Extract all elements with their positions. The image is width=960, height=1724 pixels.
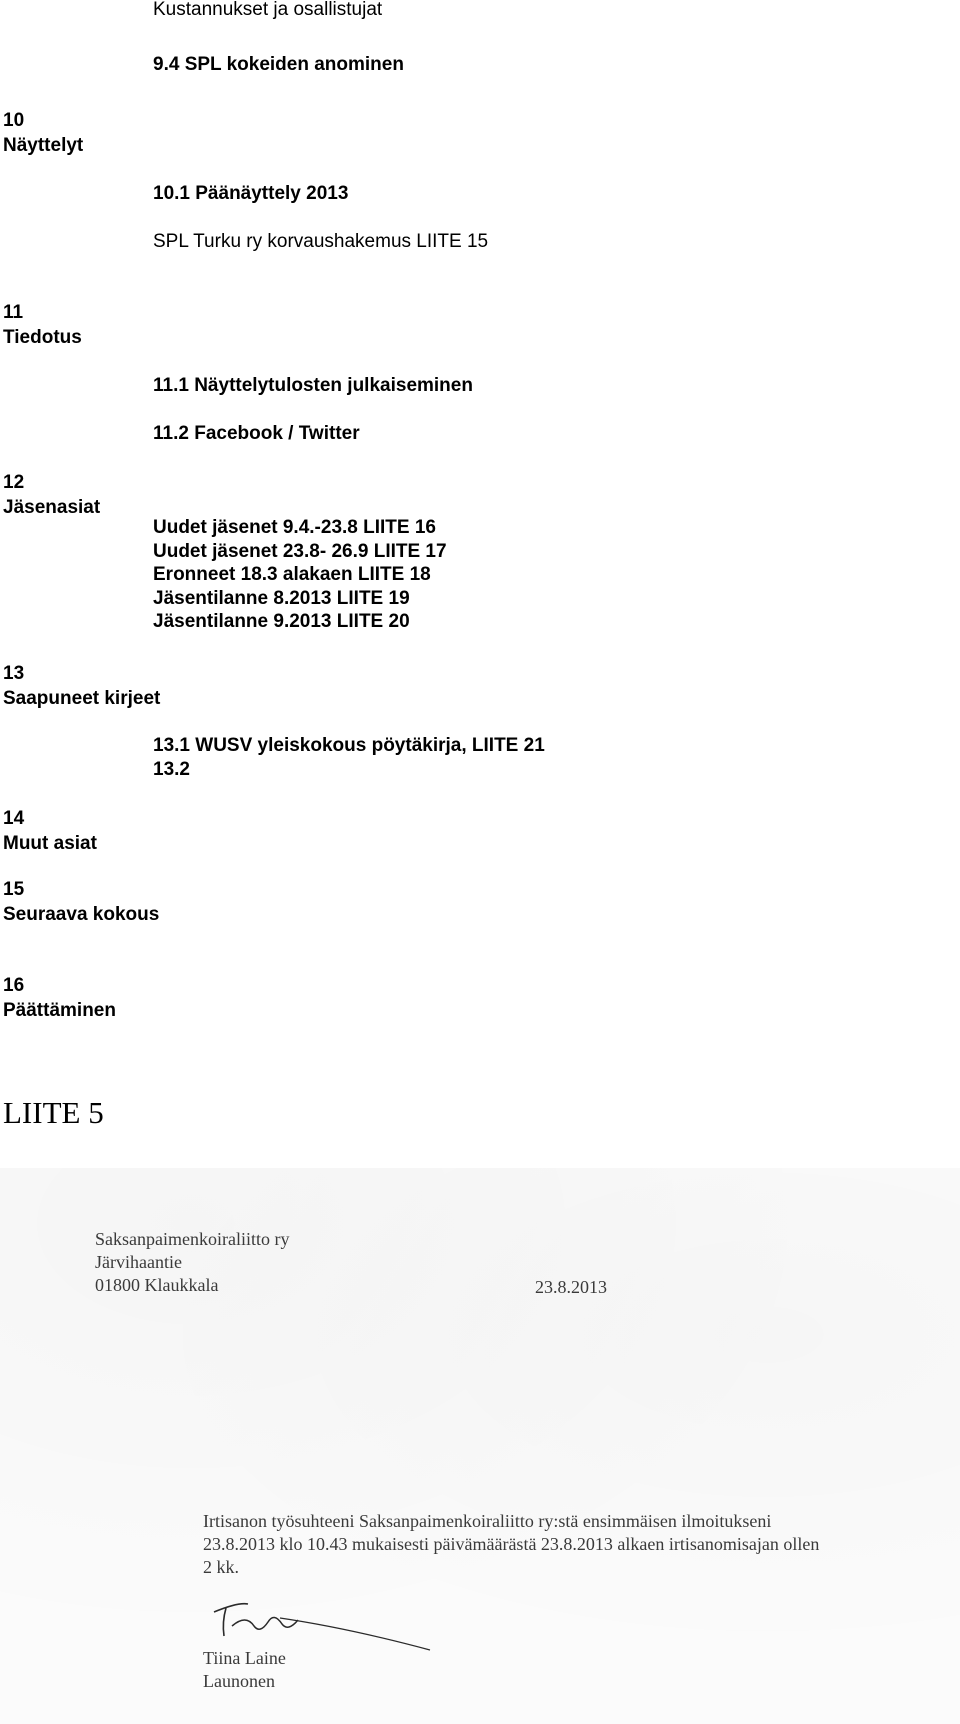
letter-address-line: Saksanpaimenkoiraliitto ry	[95, 1229, 290, 1249]
agenda-item-13-2: 13.2	[153, 759, 190, 780]
section-title: Näyttelyt	[3, 135, 84, 156]
members-list-item: Eronneet 18.3 alakaen LIITE 18	[153, 564, 431, 585]
section-16-heading	[3, 973, 116, 1023]
agenda-item-13-1: 13.1 WUSV yleiskokous pöytäkirja, LIITE 21	[153, 735, 545, 756]
letter-address-line: Järvihaantie	[95, 1252, 182, 1272]
section-title: Seuraava kokous	[3, 904, 160, 925]
agenda-item-9-4: 9.4 SPL kokeiden anominen	[153, 54, 404, 75]
letter-date: 23.8.2013	[535, 1277, 607, 1297]
members-list-item: Jäsentilanne 9.2013 LIITE 20	[153, 611, 410, 632]
members-list	[153, 516, 447, 634]
handwritten-signature-icon	[198, 1592, 438, 1652]
section-12-heading	[3, 470, 100, 520]
letter-body-line: 2 kk.	[203, 1557, 239, 1577]
letter-signer-line: Launonen	[203, 1671, 275, 1691]
section-title: Tiedotus	[3, 327, 82, 348]
section-number: 13	[3, 663, 25, 684]
members-list-item: Jäsentilanne 8.2013 LIITE 19	[153, 587, 410, 609]
agenda-item-11-1: 11.1 Näyttelytulosten julkaiseminen	[153, 375, 473, 396]
letter-body-line: Irtisanon työsuhteeni Saksanpaimenkoiraliitto ry:stä ensimmäisen ilmoitukseni	[203, 1511, 772, 1531]
section-number: 11	[3, 302, 24, 323]
section-number: 16	[3, 975, 25, 996]
section-15-heading	[3, 877, 159, 927]
section-number: 15	[3, 879, 25, 900]
section-title: Jäsenasiat	[3, 497, 101, 518]
section-10-heading	[3, 108, 83, 158]
letter-address-line: 01800 Klaukkala	[95, 1275, 219, 1295]
letter-signer-line: Tiina Laine	[203, 1648, 286, 1668]
section-number: 12	[3, 472, 25, 493]
agenda-item-10-1-note: SPL Turku ry korvaushakemus LIITE 15	[153, 231, 489, 252]
letter-body-line: 23.8.2013 klo 10.43 mukaisesti päivämäärästä 23.8.2013 alkaen irtisanomisajan ollen	[203, 1534, 820, 1554]
section-14-heading	[3, 806, 97, 856]
agenda-item-10-1: 10.1 Päänäyttely 2013	[153, 183, 349, 204]
section-number: 10	[3, 110, 25, 131]
agenda-item-11-2: 11.2 Facebook / Twitter	[153, 423, 360, 444]
agenda-intro-text: Kustannukset ja osallistujat	[153, 0, 383, 20]
section-number: 14	[3, 808, 25, 829]
section-title: Muut asiat	[3, 833, 97, 854]
section-title: Päättäminen	[3, 1000, 116, 1021]
members-list-item: Uudet jäsenet 23.8- 26.9 LIITE 17	[153, 540, 447, 562]
attachment-title: LIITE 5	[3, 1095, 104, 1130]
section-11-heading	[3, 300, 82, 350]
section-13-heading	[3, 661, 160, 711]
section-title: Saapuneet kirjeet	[3, 688, 161, 709]
members-list-item: Uudet jäsenet 9.4.-23.8 LIITE 16	[153, 517, 436, 538]
